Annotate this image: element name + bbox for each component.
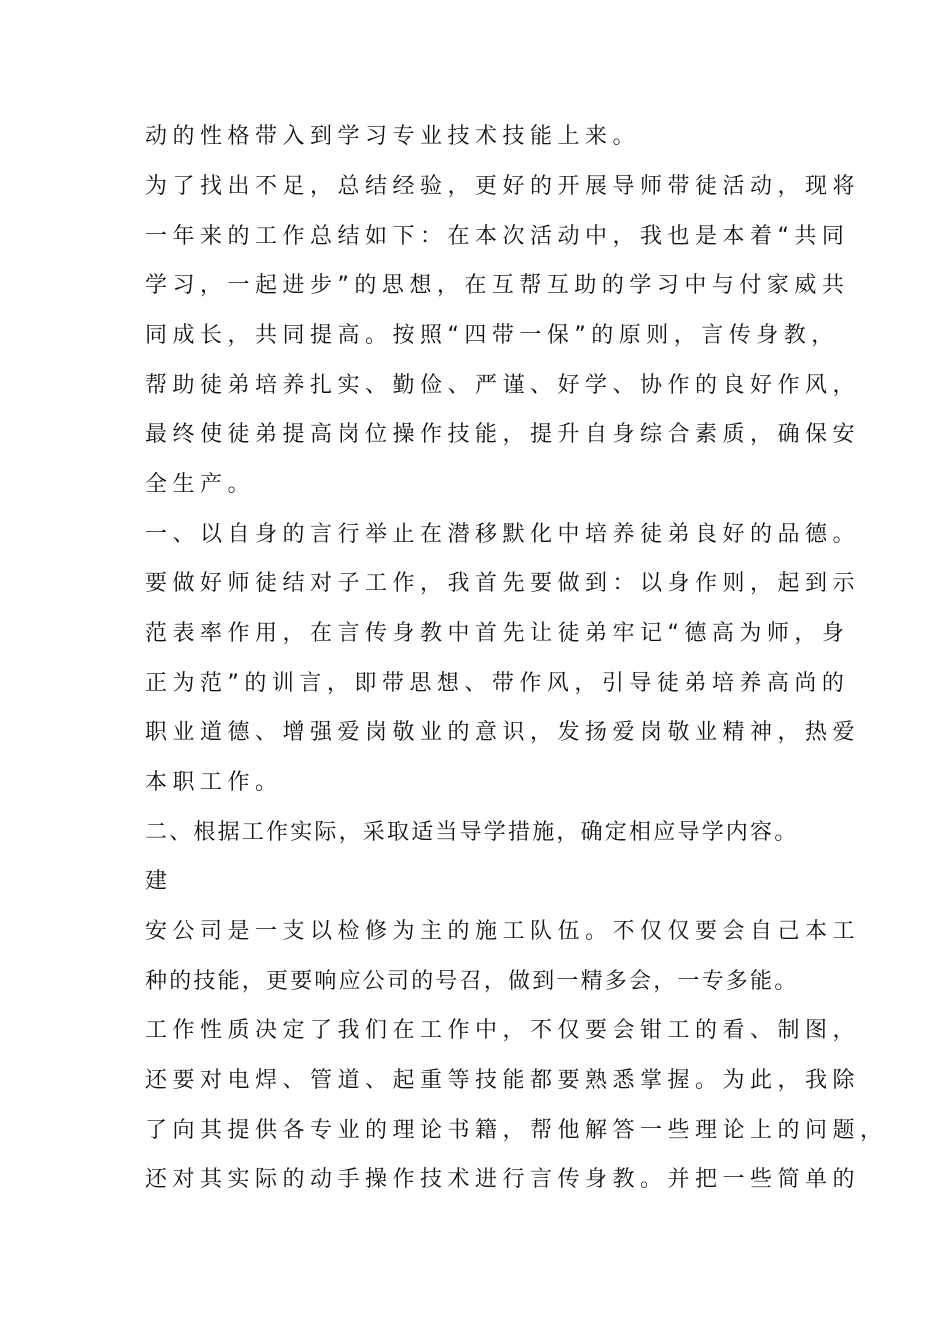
text-line: 职业道德、增强爱岗敬业的意识，发扬爱岗敬业精神，热爱	[145, 720, 861, 745]
text-line: 帮助徒弟培养扎实、勤俭、严谨、好学、协作的良好作风，	[145, 373, 861, 398]
text-line: 一年来的工作总结如下：在本次活动中，我也是本着“共同	[145, 224, 850, 249]
text-line: 了向其提供各专业的理论书籍，帮他解答一些理论上的问题，	[145, 1118, 888, 1143]
section-heading: 一、以自身的言行举止在潜移默化中培养徒弟良好的品德。	[145, 522, 861, 547]
text-line: 范表率作用，在言传身教中首先让徒弟牢记“德高为师，身	[145, 621, 850, 646]
text-line: 全生产。	[145, 472, 256, 497]
section-heading: 二、根据工作实际，采取适当导学措施，确定相应导学内容。	[145, 820, 799, 845]
text-line: 最终使徒弟提高岗位操作技能，提升自身综合素质，确保安	[145, 422, 861, 447]
text-line: 同成长，共同提高。按照“四带一保”的原则，言传身教，	[145, 323, 839, 348]
text-line: 为了找出不足，总结经验，更好的开展导师带徒活动，现将	[145, 174, 861, 199]
text-line: 动的性格带入到学习专业技术技能上来。	[145, 124, 641, 149]
text-line: 安公司是一支以检修为主的施工队伍。不仅仅要会自己本工	[145, 919, 861, 944]
text-line: 还要对电焊、管道、起重等技能都要熟悉掌握。为此，我除	[145, 1068, 861, 1093]
text-line: 建	[145, 869, 173, 894]
text-line: 本职工作。	[145, 770, 283, 795]
text-line: 正为范”的训言，即带思想、带作风，引导徒弟培养高尚的	[145, 671, 850, 696]
text-line: 工作性质决定了我们在工作中，不仅要会钳工的看、制图，	[145, 1018, 861, 1043]
text-line: 学习，一起进步”的思想，在互帮互助的学习中与付家威共	[145, 273, 850, 298]
text-line: 要做好师徒结对子工作，我首先要做到：以身作则，起到示	[145, 571, 861, 596]
text-line: 种的技能，更要响应公司的号召，做到一精多会，一专多能。	[145, 969, 799, 994]
text-line: 还对其实际的动手操作技术进行言传身教。并把一些简单的	[145, 1167, 861, 1192]
